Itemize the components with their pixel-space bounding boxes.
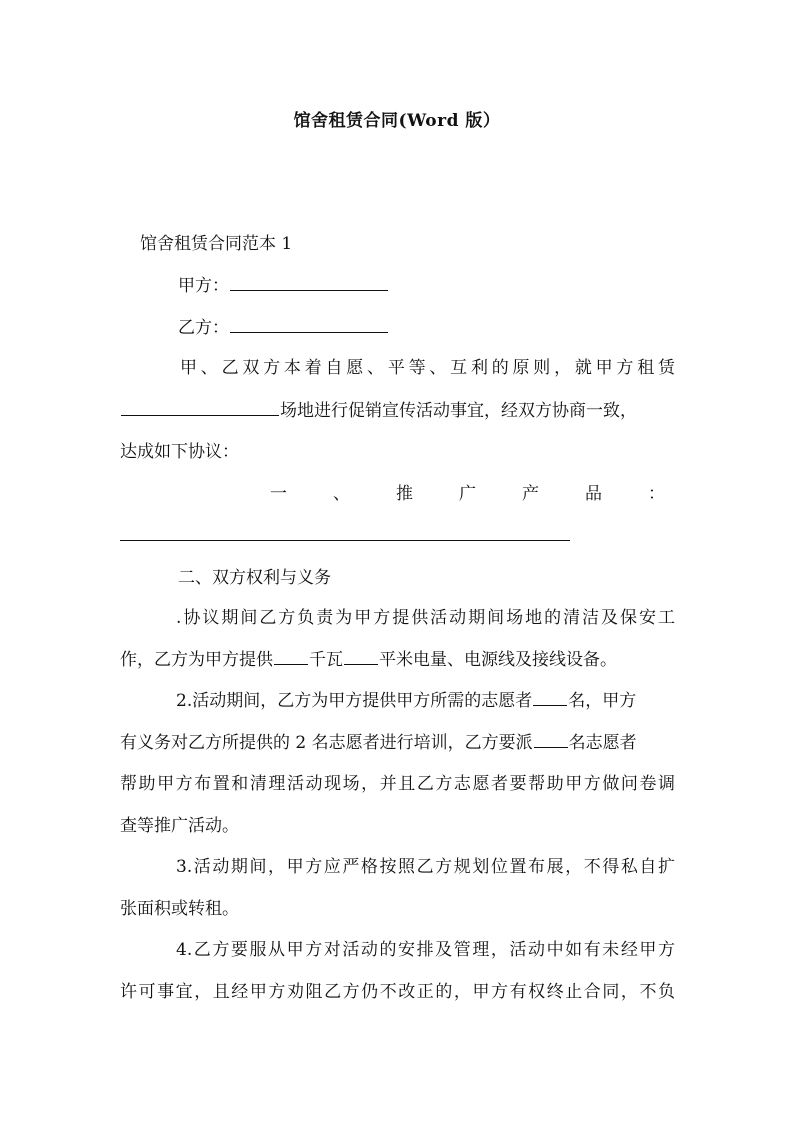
- clause-2-text-c: 有义务对乙方所提供的 2 名志愿者进行培训，乙方要派: [120, 733, 533, 753]
- section-1-heading: [120, 482, 665, 506]
- intro-line-2-text: 场地进行促销宣传活动事宜，经双方协商一致，: [280, 401, 637, 421]
- intro-line-3: 达成如下协议：: [120, 442, 239, 462]
- clause-3-line-2: 张面积或转租。: [120, 899, 239, 919]
- clause-1-text-a: 作，乙方为甲方提供: [120, 650, 273, 670]
- clause-1-text-c: 平米电量、电源线及接线设备。: [379, 650, 617, 670]
- clause-1-line-2: [120, 648, 675, 672]
- section-2-heading: 二、双方权利与义务: [178, 568, 331, 588]
- party-b-line: [178, 316, 733, 340]
- clause-1-line-1: .协议期间乙方负责为甲方提供活动期间场地的清洁及保安工: [176, 608, 675, 628]
- intro-line-2: [120, 399, 675, 423]
- kilowatt-blank: [274, 663, 308, 665]
- section-1-char: 品: [585, 484, 602, 504]
- clause-2-text-d: 名志愿者: [568, 733, 637, 753]
- venue-blank: [121, 414, 279, 416]
- clause-2-line-4: 查等推广活动。: [120, 816, 239, 836]
- volunteer-dispatch-blank: [534, 746, 568, 748]
- product-blank: [120, 540, 570, 541]
- party-a-label: 甲方：: [178, 276, 229, 296]
- party-a-line: [178, 274, 733, 298]
- clause-2-line-1: [176, 689, 731, 713]
- section-1-char: 广: [459, 484, 476, 504]
- clause-4-line-1: 4.乙方要服从甲方对活动的安排及管理，活动中如有未经甲方: [176, 940, 675, 960]
- square-meter-blank: [344, 663, 378, 665]
- section-1-char: 、: [333, 484, 350, 504]
- contract-subtitle: 馆舍租赁合同范本 1: [140, 234, 293, 254]
- section-1-char: 推: [396, 484, 413, 504]
- clause-4-line-2: 许可事宜，且经甲方劝阻乙方仍不改正的，甲方有权终止合同，不负: [120, 982, 675, 1002]
- party-b-blank: [230, 331, 388, 333]
- volunteer-count-blank: [533, 704, 567, 706]
- section-1-char: ：: [648, 484, 665, 504]
- section-1-char: 一: [270, 484, 287, 504]
- clause-3-line-1: 3.活动期间，甲方应严格按照乙方规划位置布展，不得私自扩: [176, 857, 675, 877]
- party-a-blank: [230, 289, 388, 291]
- party-b-label: 乙方：: [178, 318, 229, 338]
- clause-2-line-2: [120, 731, 675, 755]
- clause-2-text-a: 2.活动期间，乙方为甲方提供甲方所需的志愿者: [176, 691, 533, 711]
- document-title: 馆舍租赁合同(Word 版）: [293, 111, 501, 131]
- intro-line-1: 甲、乙双方本着自愿、平等、互利的原则，就甲方租赁: [180, 358, 675, 378]
- clause-2-text-b: 名，甲方: [568, 691, 637, 711]
- clause-1-text-b: 千瓦: [309, 650, 343, 670]
- section-1-char: 产: [522, 484, 539, 504]
- clause-2-line-3: 帮助甲方布置和清理活动现场，并且乙方志愿者要帮助甲方做问卷调: [120, 774, 675, 794]
